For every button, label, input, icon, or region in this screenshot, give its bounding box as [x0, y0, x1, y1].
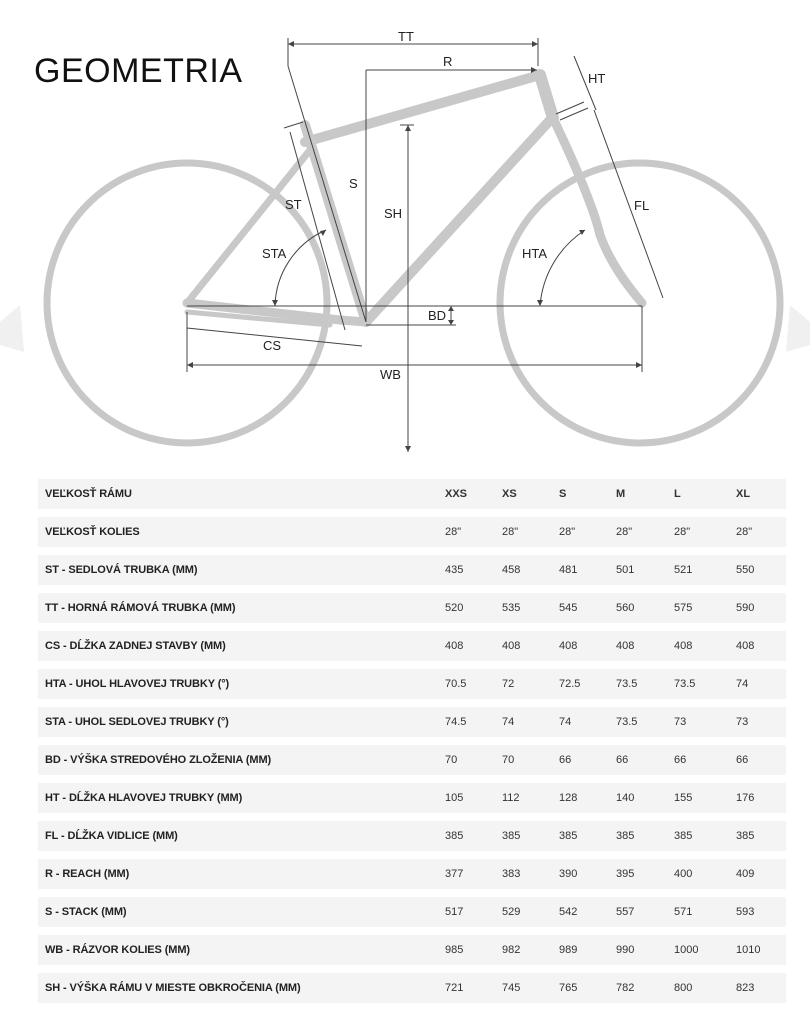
label-tt: TT	[398, 29, 414, 44]
table-row	[38, 555, 786, 585]
row-value: 529	[502, 906, 521, 918]
row-value: 73	[736, 716, 749, 728]
row-value: 520	[445, 602, 464, 614]
row-value: 385	[445, 830, 464, 842]
top-tube	[305, 75, 540, 142]
row-value: 377	[445, 868, 464, 880]
row-label: HTA - UHOL HLAVOVEJ TRUBKY (°)	[45, 678, 230, 690]
label-bd: BD	[428, 308, 447, 323]
row-label: ST - SEDLOVÁ TRUBKA (MM)	[45, 564, 198, 576]
row-label: CS - DĹŽKA ZADNEJ STAVBY (MM)	[45, 640, 226, 652]
row-value: 408	[559, 640, 578, 652]
table-row	[38, 821, 786, 851]
table-row	[38, 707, 786, 737]
row-value: 70.5	[445, 678, 467, 690]
label-cs: CS	[263, 338, 282, 353]
table-row	[38, 745, 786, 775]
row-value: 383	[502, 868, 521, 880]
row-value: 408	[616, 640, 635, 652]
row-value: 782	[616, 982, 635, 994]
row-value: 128	[559, 792, 578, 804]
row-value: 400	[674, 868, 693, 880]
table-row	[38, 859, 786, 889]
row-value: 74	[502, 716, 515, 728]
row-value: 560	[616, 602, 635, 614]
row-value: 140	[616, 792, 635, 804]
label-r: R	[443, 54, 453, 69]
row-value: 176	[736, 792, 755, 804]
row-value: 745	[502, 982, 521, 994]
row-value: 408	[736, 640, 755, 652]
row-value: 409	[736, 868, 755, 880]
row-value: 385	[736, 830, 755, 842]
row-label: BD - VÝŠKA STREDOVÉHO ZLOŽENIA (MM)	[45, 754, 272, 766]
row-value: 408	[674, 640, 693, 652]
row-value: 481	[559, 564, 578, 576]
head-tube	[540, 75, 553, 118]
row-value: 385	[559, 830, 578, 842]
row-value: 395	[616, 868, 635, 880]
dimension-arrows	[187, 41, 642, 452]
row-value: 557	[616, 906, 635, 918]
row-value: 66	[674, 754, 687, 766]
bike-frame-drawing	[47, 75, 780, 443]
row-value: 70	[502, 754, 515, 766]
size-header-xs: XS	[502, 488, 517, 500]
row-value: 501	[616, 564, 635, 576]
row-value: 66	[736, 754, 749, 766]
label-hta: HTA	[522, 246, 548, 261]
row-value: 74	[559, 716, 572, 728]
label-s: S	[349, 176, 358, 191]
row-value: 985	[445, 944, 464, 956]
fork	[553, 118, 642, 303]
geometry-table	[38, 479, 786, 1011]
bike-geometry-diagram	[0, 0, 810, 470]
row-value: 385	[674, 830, 693, 842]
row-value: 408	[502, 640, 521, 652]
row-value: 385	[616, 830, 635, 842]
row-value: 73.5	[616, 716, 638, 728]
seat-stay	[187, 150, 310, 303]
row-value: 458	[502, 564, 521, 576]
size-header-xxs: XXS	[445, 488, 468, 500]
row-value: 989	[559, 944, 578, 956]
row-value: 74.5	[445, 716, 467, 728]
row-value: 408	[445, 640, 464, 652]
page-title: GEOMETRIA	[34, 52, 243, 90]
label-ht: HT	[588, 71, 606, 86]
row-value: 545	[559, 602, 578, 614]
row-value: 73	[674, 716, 687, 728]
label-sh: SH	[384, 206, 403, 221]
row-value: 823	[736, 982, 755, 994]
row-value: 74	[736, 678, 749, 690]
row-value: 990	[616, 944, 635, 956]
row-value: 1000	[674, 944, 699, 956]
row-value: 435	[445, 564, 464, 576]
row-label: TT - HORNÁ RÁMOVÁ TRUBKA (MM)	[45, 602, 236, 614]
row-value: 542	[559, 906, 578, 918]
table-row	[38, 783, 786, 813]
row-label: FL - DĹŽKA VIDLICE (MM)	[45, 830, 178, 842]
row-value: 28"	[559, 526, 576, 538]
row-value: 28"	[736, 526, 753, 538]
label-fl: FL	[634, 198, 650, 213]
size-header-s: S	[559, 488, 567, 500]
row-value: 73.5	[616, 678, 638, 690]
row-label: S - STACK (MM)	[45, 906, 127, 918]
row-value: 521	[674, 564, 693, 576]
table-row	[38, 897, 786, 927]
row-label: SH - VÝŠKA RÁMU V MIESTE OBKROČENIA (MM)	[45, 982, 301, 994]
row-value: 535	[502, 602, 521, 614]
row-value: 765	[559, 982, 578, 994]
row-value: 1010	[736, 944, 761, 956]
row-value: 105	[445, 792, 464, 804]
row-value: 590	[736, 602, 755, 614]
table-row	[38, 973, 786, 1003]
row-value: 112	[502, 792, 520, 804]
row-value: 593	[736, 906, 755, 918]
row-value: 72	[502, 678, 515, 690]
size-header-xl: XL	[736, 488, 751, 500]
row-value: 575	[674, 602, 693, 614]
label-wb: WB	[380, 367, 401, 382]
row-value: 385	[502, 830, 521, 842]
size-header-l: L	[674, 488, 681, 500]
header-label: VEĽKOSŤ RÁMU	[45, 488, 132, 500]
wheel-hubs	[0, 305, 810, 352]
table-row	[38, 935, 786, 965]
dimension-lines	[187, 38, 663, 452]
row-value: 982	[502, 944, 521, 956]
row-value: 571	[674, 906, 693, 918]
row-value: 517	[445, 906, 464, 918]
table-header-row	[38, 479, 786, 509]
row-value: 390	[559, 868, 578, 880]
row-label: STA - UHOL SEDLOVEJ TRUBKY (°)	[45, 716, 229, 728]
row-value: 72.5	[559, 678, 581, 690]
row-value: 721	[445, 982, 464, 994]
label-st: ST	[285, 197, 302, 212]
table-row	[38, 669, 786, 699]
row-value: 28"	[445, 526, 462, 538]
row-value: 550	[736, 564, 755, 576]
table-row	[38, 593, 786, 623]
row-value: 155	[674, 792, 693, 804]
row-value: 66	[616, 754, 629, 766]
row-value: 28"	[674, 526, 691, 538]
row-label: VEĽKOSŤ KOLIES	[45, 526, 140, 538]
label-sta: STA	[262, 246, 287, 261]
row-label: HT - DĹŽKA HLAVOVEJ TRUBKY (MM)	[45, 792, 243, 804]
size-header-m: M	[616, 488, 626, 500]
row-value: 800	[674, 982, 693, 994]
row-label: WB - RÁZVOR KOLIES (MM)	[45, 944, 190, 956]
row-value: 28"	[616, 526, 633, 538]
row-value: 66	[559, 754, 572, 766]
table-row	[38, 517, 786, 547]
row-value: 28"	[502, 526, 519, 538]
row-value: 73.5	[674, 678, 696, 690]
row-value: 70	[445, 754, 458, 766]
table-row	[38, 631, 786, 661]
row-label: R - REACH (MM)	[45, 868, 130, 880]
